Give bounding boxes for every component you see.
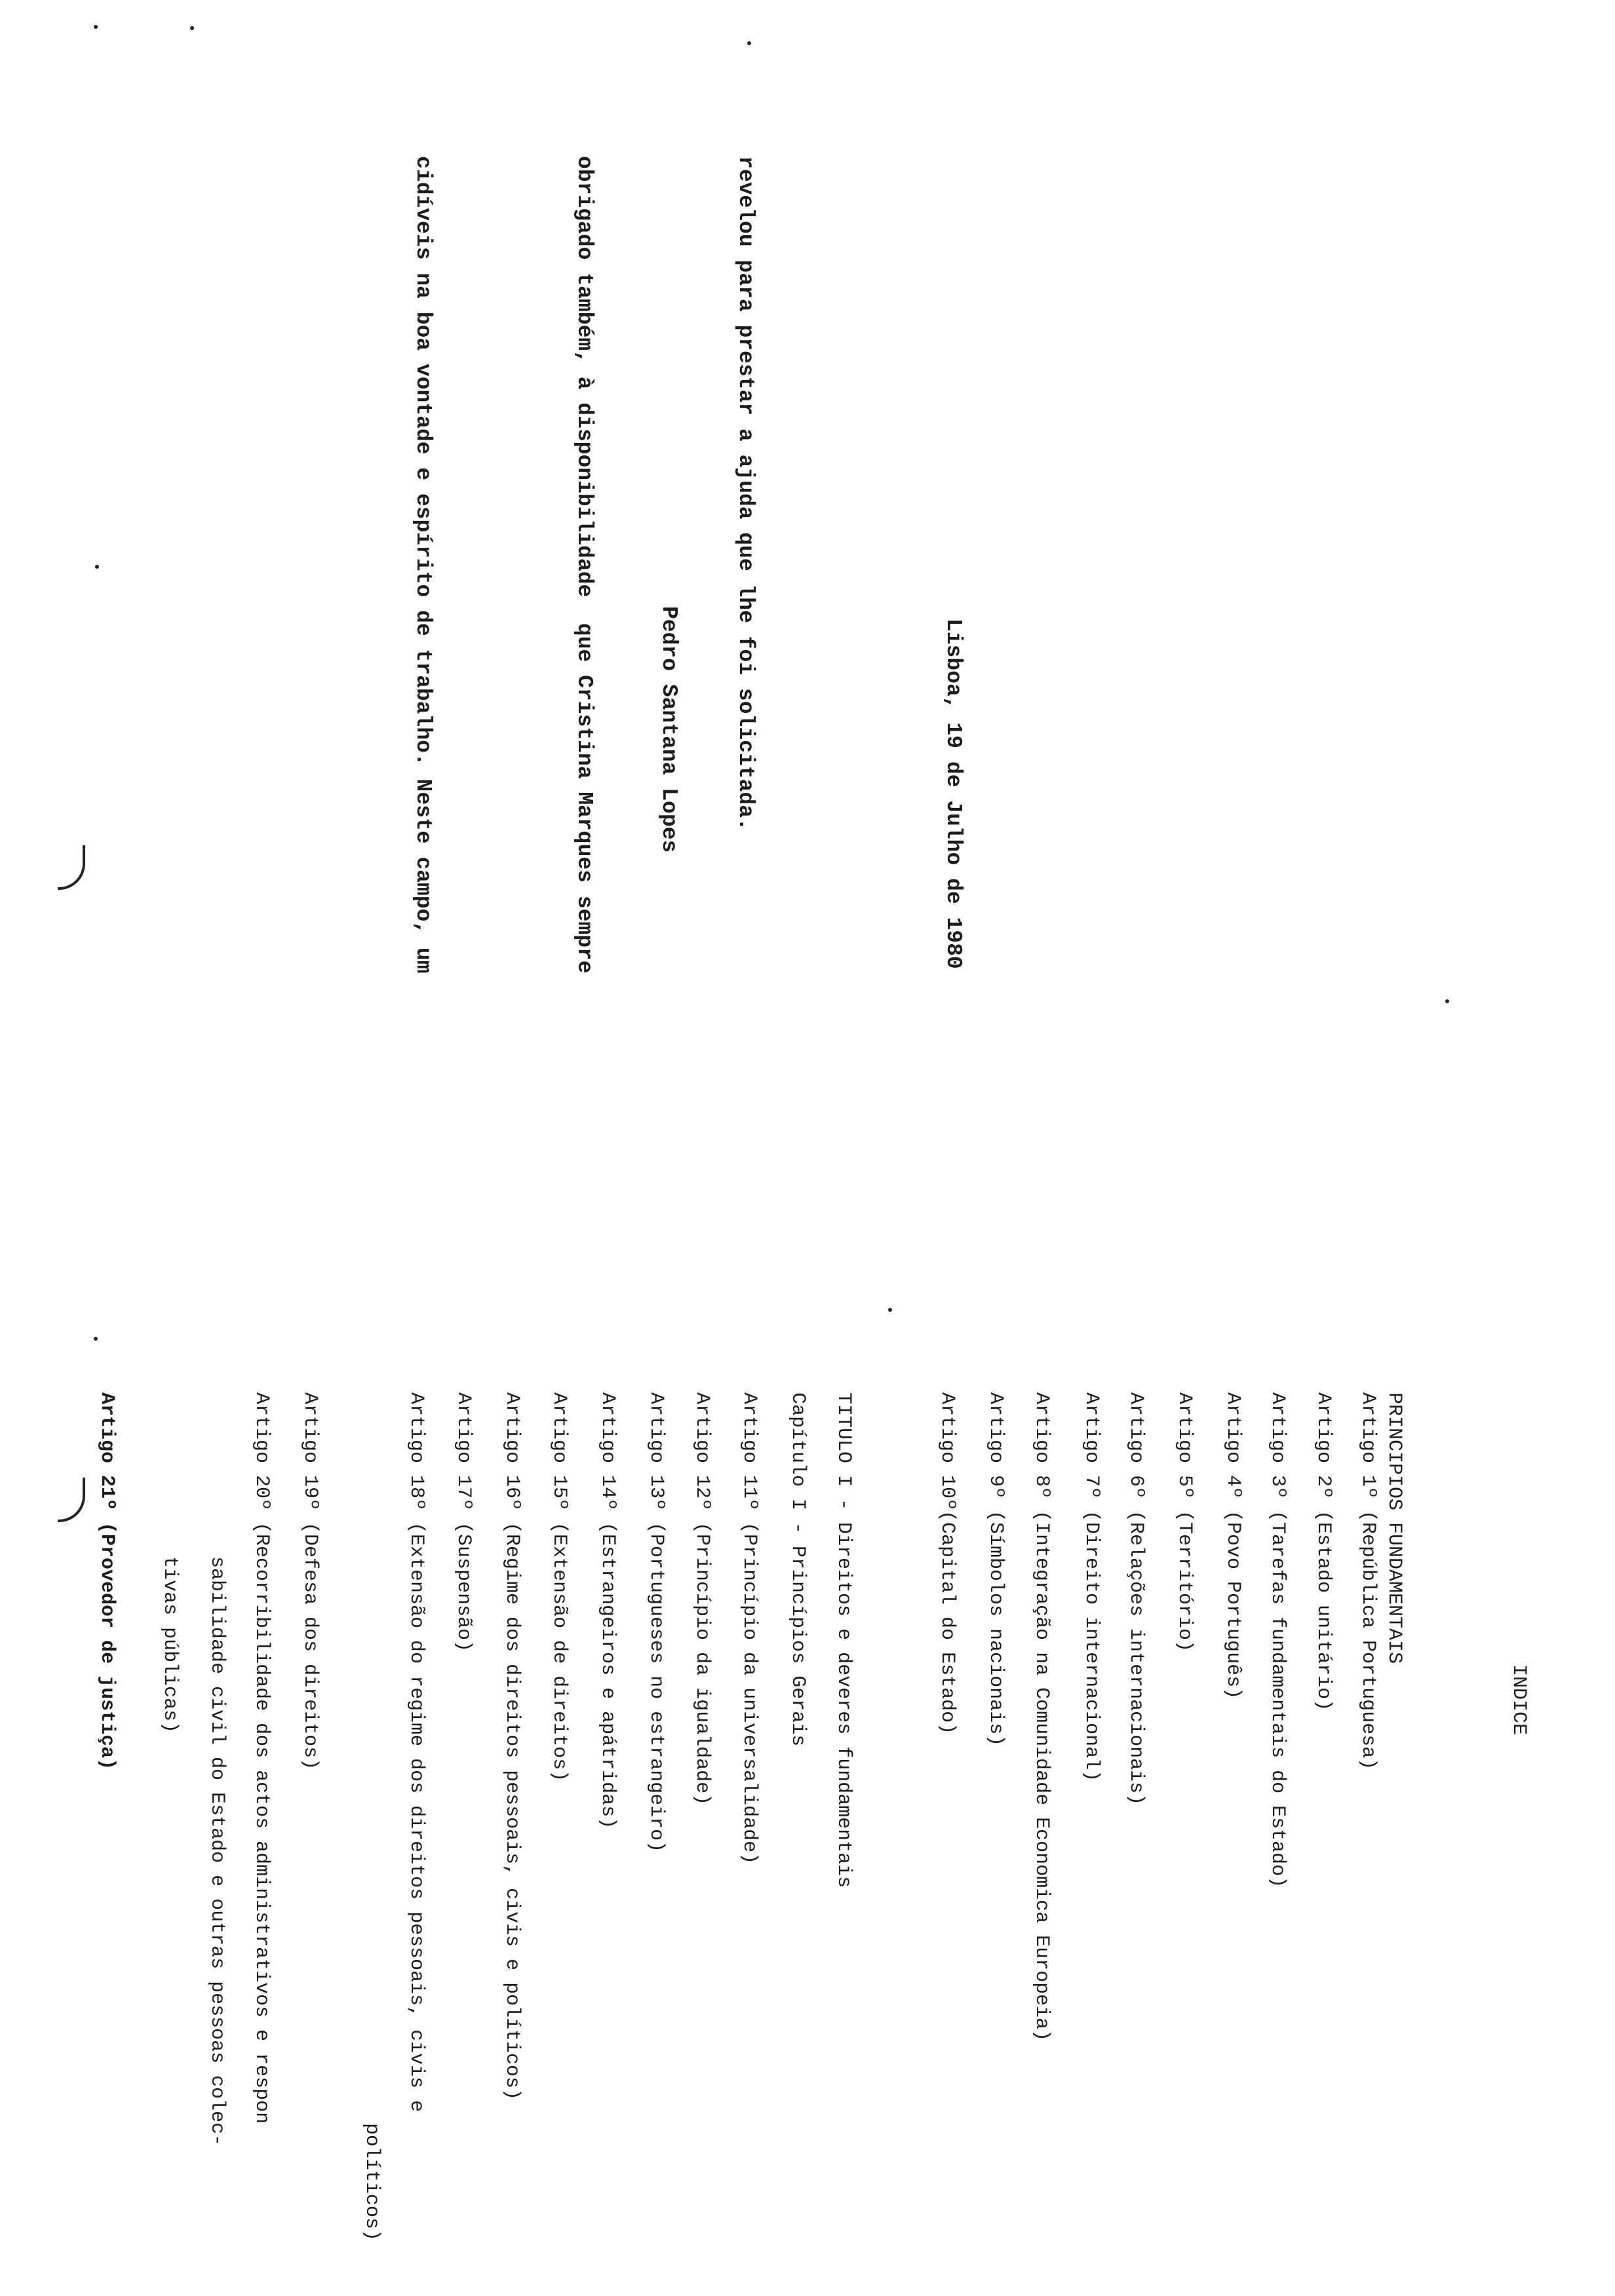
scan-speck	[888, 1308, 892, 1312]
scan-speck	[190, 26, 194, 30]
index-entry: Artigo 21º (Provedor de justiça)	[96, 1392, 118, 1770]
scan-mark	[58, 845, 85, 890]
index-entry: Artigo 15º (Extensão de direitos)	[548, 1392, 570, 1782]
index-entry: Artigo 14º (Estrangeiros e apátridas)	[596, 1392, 619, 1829]
index-entry: Artigo 13º (Portugueses no estrangeiro)	[645, 1392, 667, 1853]
index-entry: Artigo 1º (República Portuguesa)	[1357, 1392, 1379, 1770]
index-entry: Artigo 11º (Princípio da universalidade)	[738, 1392, 760, 1865]
index-entry: Artigo 5º (Território)	[1173, 1392, 1196, 1653]
index-entry-continuation: políticos)	[360, 2123, 383, 2242]
scan-mark	[58, 1478, 85, 1522]
index-entry: PRINCIPIOS FUNDAMENTAIS	[1383, 1392, 1405, 1664]
index-entry: Artigo 3º (Tarefas fundamentais do Estado)	[1266, 1392, 1289, 1888]
index-entry-continuation: tivas públicas)	[159, 1556, 181, 1734]
index-title: INDICE	[1508, 1664, 1530, 1736]
index-entry-continuation: sabilidade civil do Estado e outras pessoas colec-	[206, 1556, 228, 2147]
index-entry: Artigo 8º (Integração na Comunidade Economica Europeia)	[1030, 1392, 1053, 2042]
scan-speck	[95, 565, 99, 569]
index-entry: Artigo 9º (Símbolos nacionais)	[984, 1392, 1007, 1747]
index-chapter: Capítulo I - Princípios Gerais	[787, 1392, 809, 1747]
index-entry: Artigo 19º (Defesa dos direitos)	[299, 1392, 321, 1770]
ack-line-1: revelou para prestar a ajuda que lhe foi solicitada.	[733, 156, 758, 831]
index-entry: Artigo 4º (Povo Português)	[1222, 1392, 1244, 1700]
scan-speck	[94, 1337, 98, 1341]
index-entry: Artigo 20º (Recorribilidade dos actos administrativos e respon	[250, 1392, 273, 2124]
scan-speck	[747, 41, 751, 45]
index-title-section: TITULO I - Direitos e deveres fundamentais	[832, 1392, 855, 1888]
author-signature: Pedro Santana Lopes	[657, 606, 681, 853]
index-entry: Artigo 7º (Direito internacional)	[1080, 1392, 1102, 1782]
index-entry: Artigo 10º(Capital do Estado)	[936, 1392, 958, 1735]
index-entry: Artigo 18º (Extensão do regime dos direitos pessoais, civis e	[405, 1392, 427, 2113]
ack-line-2: obrigado também, à disponibilidade que Cristina Marques sempre	[572, 156, 596, 974]
ack-line-3: cidíveis na boa vontade e espírito de trabalho. Neste campo, um	[411, 156, 435, 974]
place-and-date: Lisboa, 19 de Julho de 1980	[941, 619, 965, 969]
scan-speck	[1445, 999, 1449, 1003]
scan-speck	[94, 25, 98, 29]
index-entry: Artigo 2º (Estado unitário)	[1312, 1392, 1334, 1712]
index-entry: Artigo 6º (Relações internacionais)	[1125, 1392, 1147, 1806]
index-entry: Artigo 16º (Regime dos direitos pessoais, civis e políticos)	[501, 1392, 523, 2101]
index-entry: Artigo 12º (Princípio da igualdade)	[691, 1392, 713, 1806]
index-entry: Artigo 17º (Suspensão)	[452, 1392, 475, 1653]
